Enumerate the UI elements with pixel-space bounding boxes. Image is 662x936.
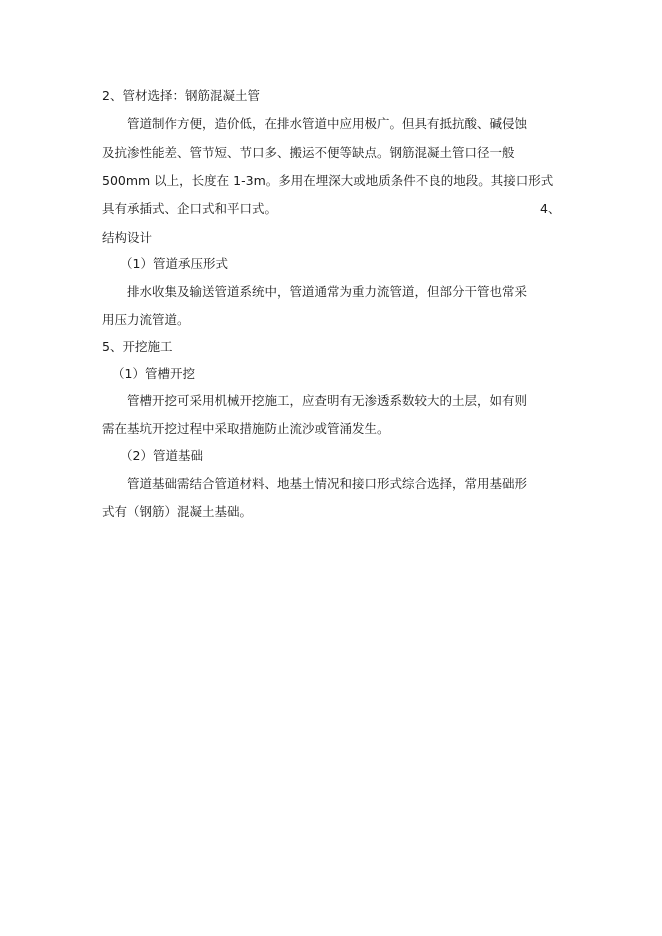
paragraph-2-line-1: 排水收集及输送管道系统中，管道通常为重力流管道，但部分干管也常采 (127, 284, 528, 299)
paragraph-4-line-1: 管道基础需结合管道材料、地基土情况和接口形式综合选择，常用基础形 (127, 476, 528, 491)
paragraph-3-line-1: 管槽开挖可采用机械开挖施工，应查明有无渗透系数较大的土层，如有则 (127, 393, 528, 408)
paragraph-4-line-2: 式有（钢筋）混凝土基础。 (102, 504, 253, 519)
section-4-number: 4、 (540, 201, 561, 216)
subsection-5-1-heading: （1）管槽开挖 (112, 366, 195, 381)
section-5-heading: 5、开挖施工 (102, 339, 173, 354)
paragraph-2-line-2: 用压力流管道。 (102, 312, 190, 327)
subsection-5-2-heading: （2）管道基础 (120, 448, 203, 463)
paragraph-1-line-4: 具有承插式、企口式和平口式。 (102, 201, 278, 216)
paragraph-1-line-3: 500mm 以上，长度在 1-3m。多用在埋深大或地质条件不良的地段。其接口形式 (102, 173, 554, 188)
paragraph-1-line-1: 管道制作方便，造价低，在排水管道中应用极广。但具有抵抗酸、碱侵蚀 (127, 116, 528, 131)
subsection-1-heading: （1）管道承压形式 (120, 256, 228, 271)
paragraph-1-line-2: 及抗渗性能差、管节短、节口多、搬运不便等缺点。钢筋混凝土管口径一般 (102, 145, 515, 160)
section-2-heading: 2、管材选择：钢筋混凝土管 (102, 88, 260, 103)
paragraph-3-line-2: 需在基坑开挖过程中采取措施防止流沙或管涌发生。 (102, 421, 390, 436)
section-4-title: 结构设计 (102, 230, 153, 245)
